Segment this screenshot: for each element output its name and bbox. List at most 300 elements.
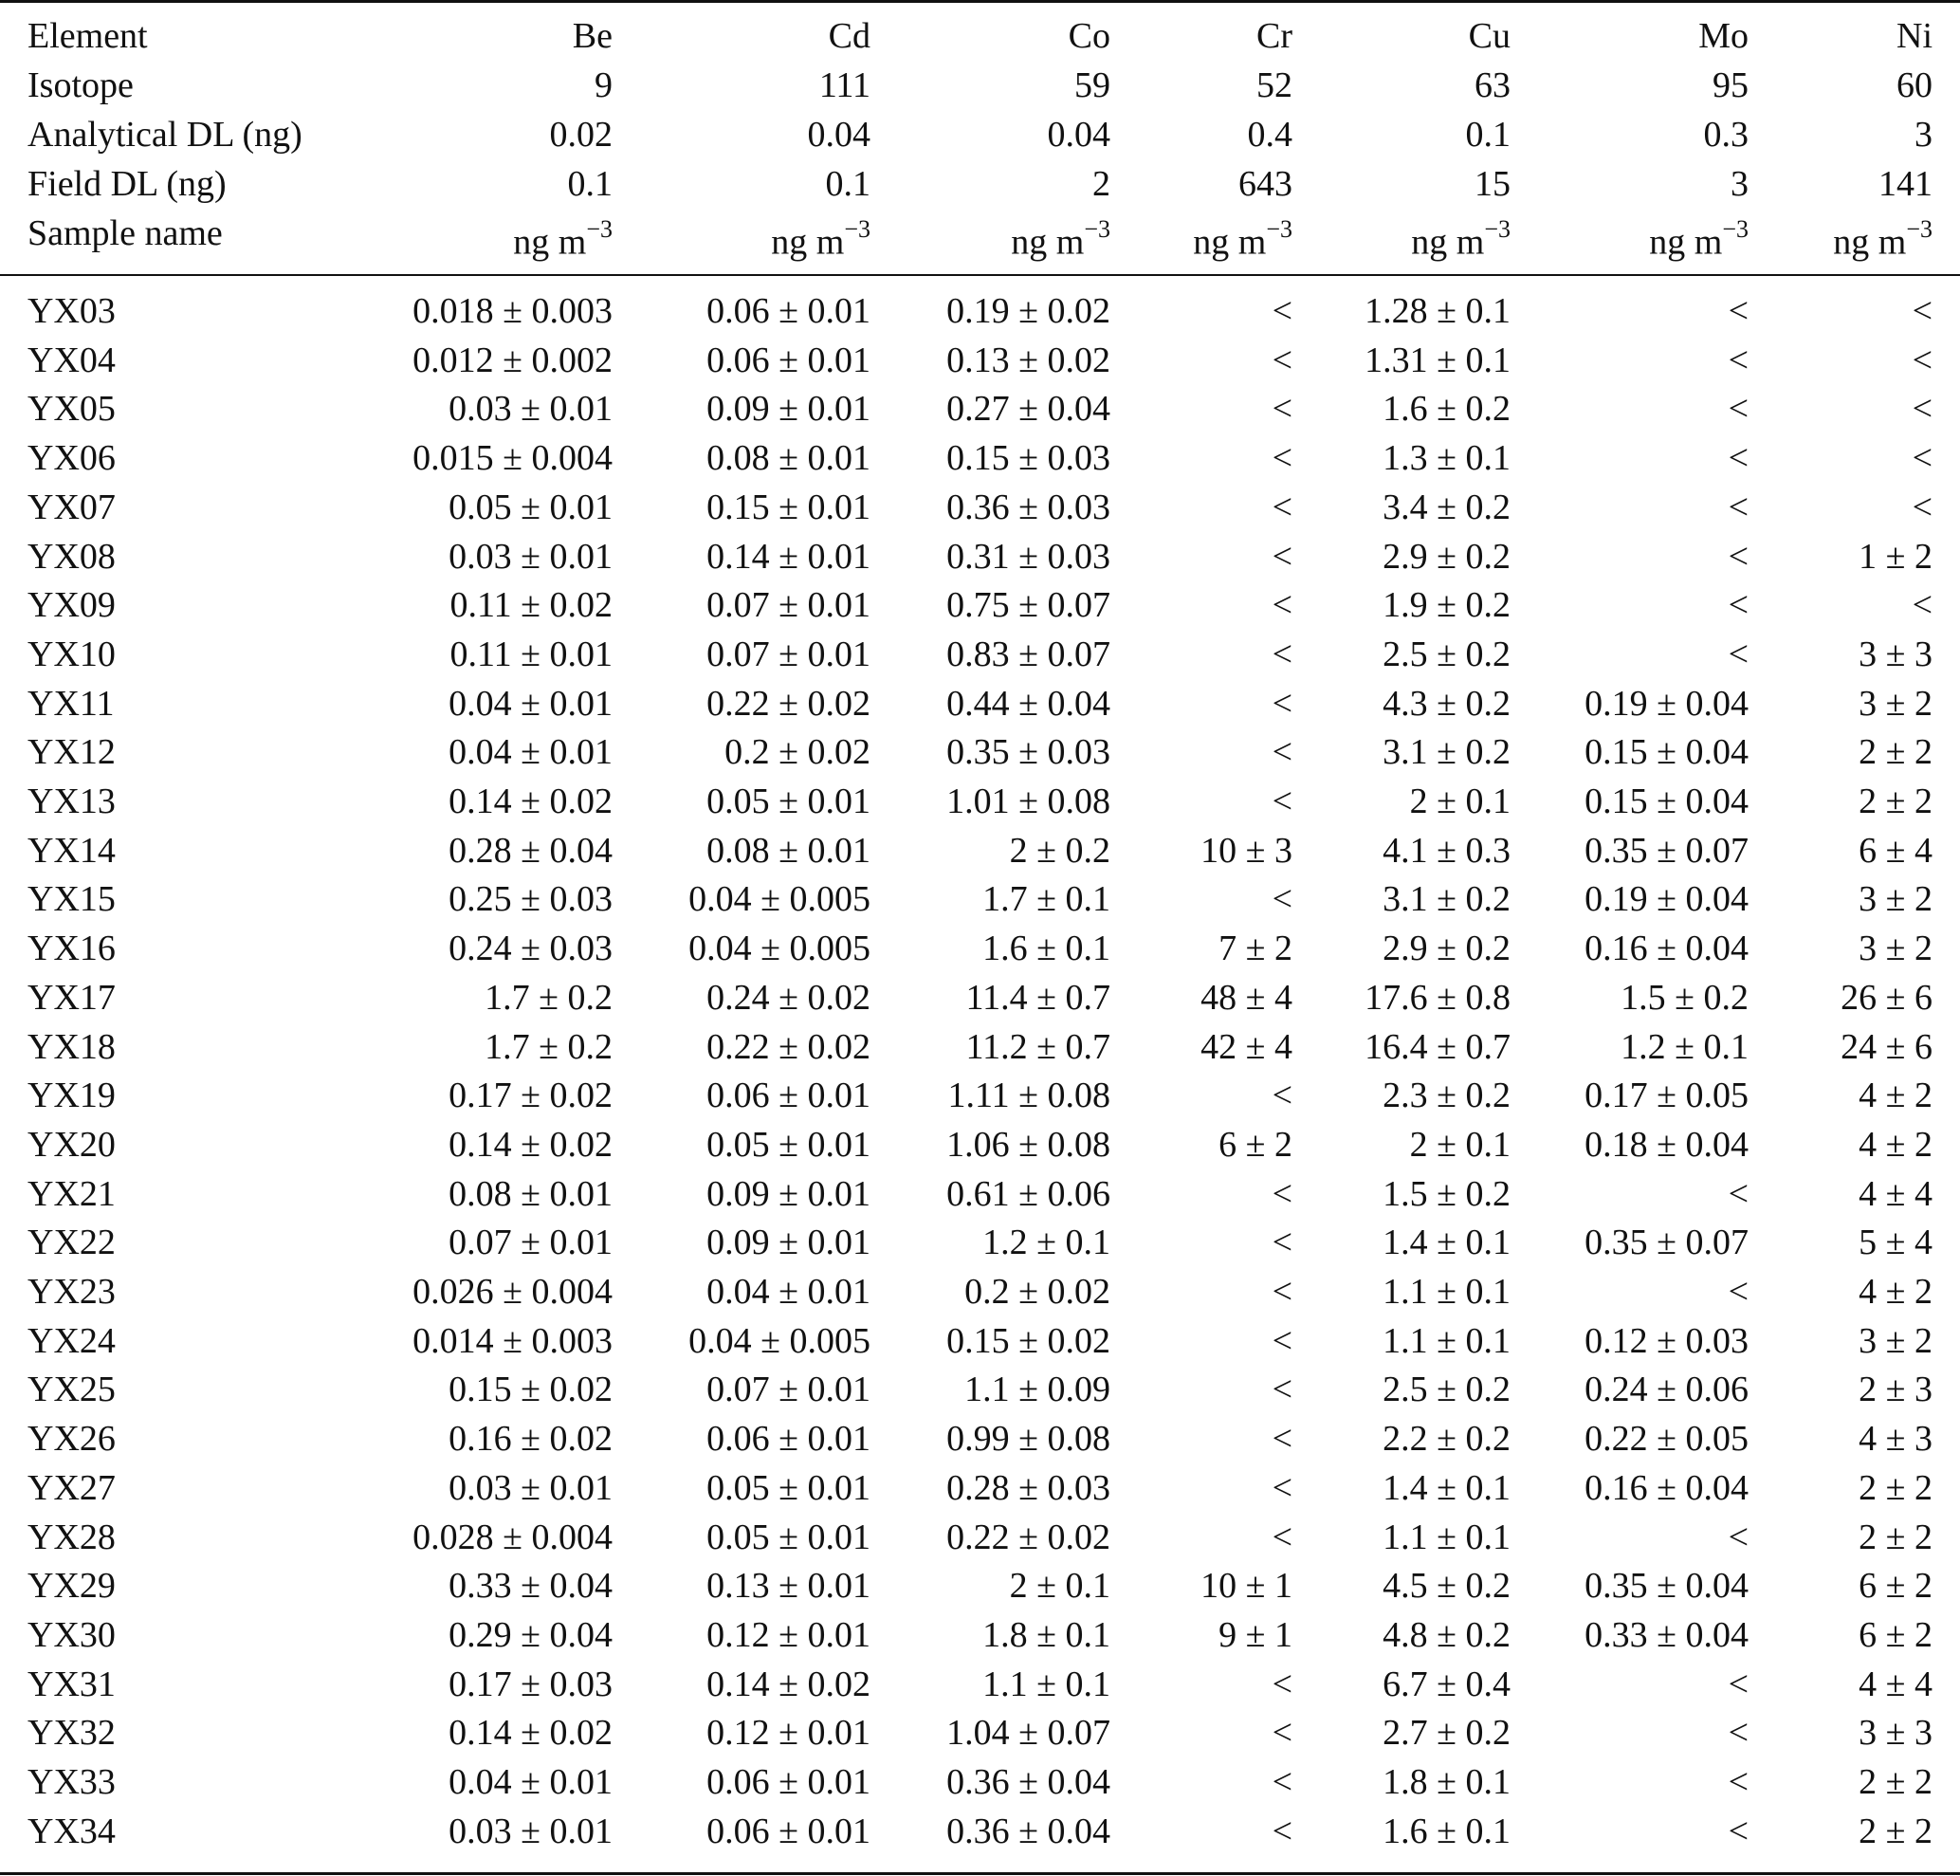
value-cell: 0.06 ± 0.01: [706, 1811, 870, 1851]
value-cell: <: [1728, 536, 1749, 577]
value-cell: <: [1272, 1762, 1292, 1802]
value-cell: 0.35 ± 0.03: [946, 732, 1110, 773]
value-cell: 1.7 ± 0.2: [485, 1026, 613, 1067]
table-row: [0, 630, 1960, 679]
header-row-units: [0, 209, 1960, 263]
value-cell: <: [1728, 340, 1749, 380]
value-cell: 4 ± 4: [1859, 1173, 1933, 1214]
header-cell: Be: [572, 16, 613, 56]
value-cell: 4.5 ± 0.2: [1383, 1566, 1511, 1607]
value-cell: 6 ± 2: [1218, 1124, 1292, 1165]
value-cell: 0.36 ± 0.04: [946, 1811, 1110, 1851]
table-row: [0, 483, 1960, 532]
value-cell: 2 ± 2: [1859, 1762, 1933, 1802]
value-cell: 1 ± 2: [1859, 536, 1933, 577]
unit-base: ng m: [513, 222, 587, 263]
value-cell: 4 ± 2: [1859, 1076, 1933, 1116]
value-cell: 0.04 ± 0.005: [688, 929, 870, 969]
unit-exponent: −3: [844, 215, 870, 243]
value-cell: 6 ± 2: [1859, 1614, 1933, 1655]
value-cell: <: [1912, 340, 1933, 380]
table-row: [0, 532, 1960, 581]
value-cell: 0.19 ± 0.04: [1584, 879, 1749, 920]
value-cell: 0.07 ± 0.01: [706, 585, 870, 626]
value-cell: 0.07 ± 0.01: [706, 1370, 870, 1410]
value-cell: 0.14 ± 0.01: [706, 536, 870, 577]
sample-name: YX17: [27, 977, 116, 1018]
value-cell: 6 ± 4: [1859, 830, 1933, 871]
value-cell: 0.15 ± 0.04: [1584, 782, 1749, 821]
value-cell: <: [1728, 585, 1749, 626]
value-cell: <: [1272, 1467, 1292, 1508]
value-cell: 24 ± 6: [1841, 1026, 1933, 1067]
value-cell: <: [1728, 1272, 1749, 1312]
value-cell: <: [1272, 585, 1292, 626]
table-row: [0, 1757, 1960, 1807]
value-cell: 0.12 ± 0.01: [706, 1614, 870, 1655]
header-cell: Ni: [1896, 16, 1933, 56]
value-cell: 0.36 ± 0.04: [946, 1762, 1110, 1802]
value-cell: 0.03 ± 0.01: [449, 536, 613, 577]
value-cell: <: [1272, 1419, 1292, 1460]
value-cell: <: [1728, 1664, 1749, 1704]
value-cell: 0.05 ± 0.01: [706, 1467, 870, 1508]
value-cell: <: [1272, 438, 1292, 479]
value-cell: 0.012 ± 0.002: [412, 340, 613, 380]
value-cell: 0.06 ± 0.01: [706, 1762, 870, 1802]
table-row: [0, 1807, 1960, 1856]
value-cell: 0.19 ± 0.02: [946, 291, 1110, 331]
value-cell: 1.01 ± 0.08: [946, 782, 1110, 821]
value-cell: 1.31 ± 0.1: [1365, 340, 1511, 380]
unit-exponent: −3: [1084, 215, 1110, 243]
value-cell: 1.7 ± 0.2: [485, 977, 613, 1018]
value-cell: 2 ± 2: [1859, 1517, 1933, 1557]
value-cell: 0.19 ± 0.04: [1584, 683, 1749, 724]
value-cell: <: [1272, 487, 1292, 527]
value-cell: 1.1 ± 0.1: [982, 1664, 1110, 1704]
unit-exponent: −3: [586, 215, 613, 243]
value-cell: 0.83 ± 0.07: [946, 634, 1110, 674]
value-cell: 0.24 ± 0.02: [706, 977, 870, 1018]
sample-name: YX26: [27, 1419, 116, 1460]
table-row: [0, 1463, 1960, 1513]
value-cell: 0.09 ± 0.01: [706, 1173, 870, 1214]
table-row: [0, 1071, 1960, 1120]
sample-name: YX08: [27, 536, 116, 577]
value-cell: 2 ± 0.2: [1009, 830, 1110, 871]
sample-name: YX19: [27, 1076, 116, 1116]
value-cell: 2 ± 0.1: [1009, 1566, 1110, 1607]
table-row: [0, 384, 1960, 433]
value-cell: 0.05 ± 0.01: [706, 1124, 870, 1165]
value-cell: 0.35 ± 0.07: [1584, 830, 1749, 871]
sample-name: YX30: [27, 1614, 116, 1655]
header-cell: 15: [1475, 164, 1511, 204]
value-cell: 0.08 ± 0.01: [706, 438, 870, 479]
value-cell: 0.015 ± 0.004: [412, 438, 613, 479]
value-cell: 0.17 ± 0.02: [449, 1076, 613, 1116]
value-cell: 0.014 ± 0.003: [412, 1320, 613, 1361]
header-cell: 0.04: [807, 115, 870, 155]
sample-name: YX22: [27, 1223, 116, 1263]
value-cell: 0.15 ± 0.04: [1584, 732, 1749, 773]
header-cell: Cr: [1256, 16, 1292, 56]
sample-name: YX07: [27, 487, 116, 527]
table-row: [0, 286, 1960, 336]
unit-cell: [771, 209, 870, 263]
header-cell: 0.4: [1247, 115, 1292, 155]
table-row: [0, 1610, 1960, 1660]
value-cell: <: [1272, 536, 1292, 577]
value-cell: <: [1272, 389, 1292, 430]
value-cell: 0.07 ± 0.01: [706, 634, 870, 674]
sample-name: YX10: [27, 634, 116, 674]
sample-name: YX25: [27, 1370, 116, 1410]
value-cell: <: [1272, 1370, 1292, 1410]
sample-name: YX14: [27, 830, 116, 871]
value-cell: 1.5 ± 0.2: [1383, 1173, 1511, 1214]
table-row: [0, 973, 1960, 1022]
value-cell: 0.04 ± 0.01: [449, 1762, 613, 1802]
value-cell: 0.2 ± 0.02: [964, 1272, 1110, 1312]
value-cell: 1.1 ± 0.1: [1383, 1272, 1511, 1312]
value-cell: <: [1728, 438, 1749, 479]
unit-cell: [1193, 209, 1292, 263]
row-label: Field DL (ng): [27, 164, 227, 204]
value-cell: 0.06 ± 0.01: [706, 291, 870, 331]
value-cell: 0.22 ± 0.02: [706, 1026, 870, 1067]
unit-cell: [1011, 209, 1110, 263]
value-cell: 9 ± 1: [1218, 1614, 1292, 1655]
value-cell: <: [1272, 1076, 1292, 1116]
table-row: [0, 1414, 1960, 1463]
value-cell: 1.8 ± 0.1: [982, 1614, 1110, 1655]
value-cell: <: [1272, 1713, 1292, 1754]
sample-name: YX13: [27, 782, 116, 821]
value-cell: <: [1728, 1713, 1749, 1754]
row-label: Analytical DL (ng): [27, 115, 302, 155]
value-cell: 0.028 ± 0.004: [412, 1517, 613, 1557]
value-cell: 0.22 ± 0.02: [946, 1517, 1110, 1557]
value-cell: <: [1272, 1272, 1292, 1312]
sample-name: YX24: [27, 1320, 116, 1361]
value-cell: <: [1272, 1223, 1292, 1263]
value-cell: 0.28 ± 0.04: [449, 830, 613, 871]
sample-name: YX18: [27, 1026, 116, 1067]
value-cell: <: [1728, 1173, 1749, 1214]
value-cell: 1.1 ± 0.09: [964, 1370, 1110, 1410]
unit-exponent: −3: [1722, 215, 1749, 243]
header-rule: [0, 274, 1960, 276]
value-cell: 0.04 ± 0.01: [706, 1272, 870, 1312]
value-cell: 0.14 ± 0.02: [449, 1124, 613, 1165]
table-row: [0, 1660, 1960, 1709]
value-cell: 0.75 ± 0.07: [946, 585, 1110, 626]
table-row: [0, 1120, 1960, 1169]
value-cell: 0.14 ± 0.02: [449, 782, 613, 821]
value-cell: 1.6 ± 0.1: [982, 929, 1110, 969]
sample-name: YX15: [27, 879, 116, 920]
value-cell: <: [1728, 1762, 1749, 1802]
value-cell: 4.3 ± 0.2: [1383, 683, 1511, 724]
value-cell: 2 ± 2: [1859, 1467, 1933, 1508]
value-cell: 0.33 ± 0.04: [449, 1566, 613, 1607]
value-cell: 0.06 ± 0.01: [706, 1419, 870, 1460]
table-row: [0, 777, 1960, 826]
value-cell: 0.31 ± 0.03: [946, 536, 1110, 577]
value-cell: 10 ± 1: [1200, 1566, 1292, 1607]
value-cell: 4 ± 2: [1859, 1272, 1933, 1312]
value-cell: 0.12 ± 0.03: [1584, 1320, 1749, 1361]
table-row: [0, 1316, 1960, 1366]
table-row: [0, 433, 1960, 483]
value-cell: <: [1272, 634, 1292, 674]
sample-name: YX34: [27, 1811, 116, 1851]
value-cell: 2.9 ± 0.2: [1383, 536, 1511, 577]
table-row: [0, 336, 1960, 385]
sample-name: YX03: [27, 291, 116, 331]
value-cell: 1.11 ± 0.08: [947, 1076, 1110, 1116]
value-cell: 0.04 ± 0.005: [688, 879, 870, 920]
value-cell: 0.11 ± 0.01: [449, 634, 613, 674]
sample-name: YX05: [27, 389, 116, 430]
value-cell: 0.61 ± 0.06: [946, 1173, 1110, 1214]
unit-base: ng m: [1649, 222, 1723, 263]
header-cell: 0.1: [825, 164, 870, 204]
value-cell: 3 ± 3: [1859, 634, 1933, 674]
value-cell: 0.16 ± 0.04: [1584, 1467, 1749, 1508]
value-cell: 1.1 ± 0.1: [1383, 1517, 1511, 1557]
value-cell: 3 ± 2: [1859, 879, 1933, 920]
sample-name: YX23: [27, 1272, 116, 1312]
value-cell: 6 ± 2: [1859, 1566, 1933, 1607]
table-row: [0, 924, 1960, 973]
header-cell: Cu: [1468, 16, 1511, 56]
value-cell: 0.15 ± 0.02: [946, 1320, 1110, 1361]
unit-base: ng m: [1011, 222, 1085, 263]
value-cell: 0.29 ± 0.04: [449, 1614, 613, 1655]
table-row: [0, 1218, 1960, 1267]
value-cell: <: [1728, 487, 1749, 527]
value-cell: 0.03 ± 0.01: [449, 1467, 613, 1508]
value-cell: 0.06 ± 0.01: [706, 1076, 870, 1116]
header-row-field-dl: [0, 159, 1960, 209]
header-cell: 52: [1256, 65, 1292, 105]
sample-name: YX28: [27, 1517, 116, 1557]
value-cell: 3.1 ± 0.2: [1383, 879, 1511, 920]
value-cell: 2.9 ± 0.2: [1383, 929, 1511, 969]
value-cell: 0.16 ± 0.04: [1584, 929, 1749, 969]
value-cell: <: [1272, 879, 1292, 920]
value-cell: <: [1912, 487, 1933, 527]
table-row: [0, 1365, 1960, 1414]
value-cell: 2 ± 2: [1859, 1811, 1933, 1851]
value-cell: 0.35 ± 0.07: [1584, 1223, 1749, 1263]
header-row-analytical-dl: [0, 110, 1960, 159]
value-cell: 1.5 ± 0.2: [1621, 977, 1749, 1018]
value-cell: <: [1272, 782, 1292, 821]
table-row: [0, 826, 1960, 875]
value-cell: <: [1272, 1811, 1292, 1851]
value-cell: 3 ± 2: [1859, 683, 1933, 724]
value-cell: 0.05 ± 0.01: [706, 1517, 870, 1557]
value-cell: 1.7 ± 0.1: [982, 879, 1110, 920]
value-cell: 0.14 ± 0.02: [449, 1713, 613, 1754]
sample-name: YX11: [27, 683, 115, 724]
value-cell: 0.25 ± 0.03: [449, 879, 613, 920]
value-cell: 0.22 ± 0.02: [706, 683, 870, 724]
header-cell: 111: [818, 65, 870, 105]
table-row: [0, 580, 1960, 630]
value-cell: 7 ± 2: [1218, 929, 1292, 969]
value-cell: 1.4 ± 0.1: [1383, 1223, 1511, 1263]
value-cell: <: [1912, 291, 1933, 331]
value-cell: <: [1272, 683, 1292, 724]
table-row: [0, 874, 1960, 924]
value-cell: 17.6 ± 0.8: [1365, 977, 1511, 1018]
value-cell: 11.4 ± 0.7: [965, 977, 1110, 1018]
value-cell: 0.28 ± 0.03: [946, 1467, 1110, 1508]
value-cell: 2.2 ± 0.2: [1383, 1419, 1511, 1460]
value-cell: 0.09 ± 0.01: [706, 1223, 870, 1263]
unit-exponent: −3: [1484, 215, 1511, 243]
value-cell: 0.17 ± 0.03: [449, 1664, 613, 1704]
value-cell: <: [1728, 1811, 1749, 1851]
value-cell: 0.026 ± 0.004: [412, 1272, 613, 1312]
value-cell: 3 ± 2: [1859, 1320, 1933, 1361]
row-label: Isotope: [27, 65, 134, 105]
value-cell: 1.28 ± 0.1: [1365, 291, 1511, 331]
sample-name: YX06: [27, 438, 116, 479]
row-label: Sample name: [27, 213, 223, 253]
unit-cell: [513, 209, 613, 263]
sample-name: YX32: [27, 1713, 116, 1754]
value-cell: 0.27 ± 0.04: [946, 389, 1110, 430]
value-cell: 4 ± 4: [1859, 1664, 1933, 1704]
value-cell: 0.03 ± 0.01: [449, 1811, 613, 1851]
value-cell: 2.7 ± 0.2: [1383, 1713, 1511, 1754]
top-rule: [0, 0, 1960, 3]
value-cell: 48 ± 4: [1200, 977, 1292, 1018]
value-cell: <: [1272, 1320, 1292, 1361]
table-row: [0, 1267, 1960, 1316]
value-cell: 0.24 ± 0.06: [1584, 1370, 1749, 1410]
value-cell: 0.36 ± 0.03: [946, 487, 1110, 527]
table-row: [0, 727, 1960, 777]
value-cell: 26 ± 6: [1841, 977, 1933, 1018]
table-row: [0, 1169, 1960, 1219]
value-cell: 0.99 ± 0.08: [946, 1419, 1110, 1460]
value-cell: 0.04 ± 0.01: [449, 732, 613, 773]
table-row: [0, 1513, 1960, 1562]
value-cell: 2 ± 0.1: [1409, 782, 1511, 821]
header-cell: 3: [1731, 164, 1749, 204]
unit-cell: [1411, 209, 1511, 263]
header-cell: 0.02: [549, 115, 613, 155]
value-cell: <: [1912, 389, 1933, 430]
value-cell: <: [1728, 1517, 1749, 1557]
unit-base: ng m: [1833, 222, 1907, 263]
unit-base: ng m: [1411, 222, 1485, 263]
value-cell: 0.09 ± 0.01: [706, 389, 870, 430]
unit-exponent: −3: [1266, 215, 1292, 243]
value-cell: 4.8 ± 0.2: [1383, 1614, 1511, 1655]
header-cell: Mo: [1698, 16, 1749, 56]
value-cell: 42 ± 4: [1200, 1026, 1292, 1067]
value-cell: <: [1728, 634, 1749, 674]
sample-name: YX20: [27, 1124, 116, 1165]
value-cell: 0.24 ± 0.03: [449, 929, 613, 969]
value-cell: 0.11 ± 0.02: [449, 585, 613, 626]
value-cell: 2.5 ± 0.2: [1383, 634, 1511, 674]
sample-name: YX27: [27, 1467, 116, 1508]
value-cell: 2.5 ± 0.2: [1383, 1370, 1511, 1410]
sample-name: YX09: [27, 585, 116, 626]
value-cell: <: [1728, 389, 1749, 430]
value-cell: <: [1272, 340, 1292, 380]
header-cell: 63: [1475, 65, 1511, 105]
header-cell: 59: [1074, 65, 1110, 105]
header-cell: 9: [595, 65, 613, 105]
sample-name: YX21: [27, 1173, 116, 1214]
header-cell: 0.3: [1703, 115, 1749, 155]
value-cell: 1.1 ± 0.1: [1383, 1320, 1511, 1361]
value-cell: 0.13 ± 0.01: [706, 1566, 870, 1607]
value-cell: 2 ± 0.1: [1409, 1124, 1511, 1165]
header-cell: 60: [1896, 65, 1933, 105]
header-cell: 0.1: [1465, 115, 1511, 155]
value-cell: 3 ± 3: [1859, 1713, 1933, 1754]
unit-cell: [1833, 209, 1933, 263]
value-cell: 5 ± 4: [1859, 1223, 1933, 1263]
row-label: Element: [27, 16, 148, 56]
table-row: [0, 1561, 1960, 1610]
value-cell: 3.4 ± 0.2: [1383, 487, 1511, 527]
value-cell: 4.1 ± 0.3: [1383, 830, 1511, 871]
sample-name: YX31: [27, 1664, 116, 1704]
value-cell: 0.05 ± 0.01: [706, 782, 870, 821]
value-cell: 0.08 ± 0.01: [706, 830, 870, 871]
value-cell: 0.15 ± 0.02: [449, 1370, 613, 1410]
value-cell: 1.2 ± 0.1: [1621, 1026, 1749, 1067]
sample-name: YX29: [27, 1566, 116, 1607]
unit-exponent: −3: [1906, 215, 1933, 243]
value-cell: <: [1728, 291, 1749, 331]
value-cell: 1.9 ± 0.2: [1383, 585, 1511, 626]
value-cell: 1.4 ± 0.1: [1383, 1467, 1511, 1508]
header-cell: 2: [1092, 164, 1110, 204]
value-cell: 0.018 ± 0.003: [412, 291, 613, 331]
value-cell: 0.15 ± 0.01: [706, 487, 870, 527]
value-cell: 0.2 ± 0.02: [724, 732, 870, 773]
value-cell: 2 ± 2: [1859, 782, 1933, 821]
value-cell: 1.6 ± 0.2: [1383, 389, 1511, 430]
value-cell: 0.35 ± 0.04: [1584, 1566, 1749, 1607]
value-cell: <: [1272, 732, 1292, 773]
unit-cell: [1649, 209, 1749, 263]
header-cell: Cd: [828, 16, 870, 56]
value-cell: 0.03 ± 0.01: [449, 389, 613, 430]
table-row: [0, 1708, 1960, 1757]
header-row-element: [0, 11, 1960, 61]
header-cell: 3: [1914, 115, 1933, 155]
value-cell: 2 ± 3: [1859, 1370, 1933, 1410]
header-cell: 141: [1878, 164, 1933, 204]
header-cell: 95: [1713, 65, 1749, 105]
value-cell: 3 ± 2: [1859, 929, 1933, 969]
sample-name: YX16: [27, 929, 116, 969]
